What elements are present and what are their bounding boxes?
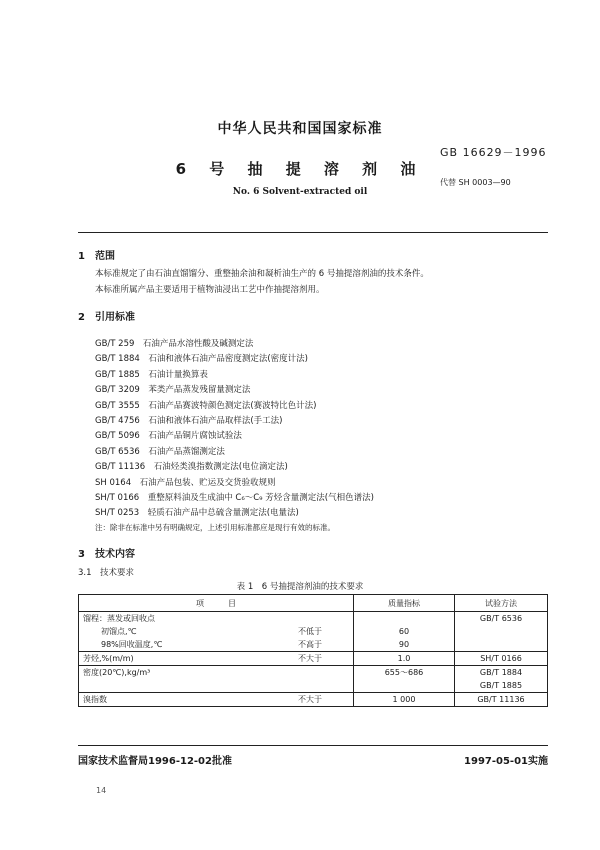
document-title-cn: 6 号 抽 提 溶 剂 油: [175, 160, 425, 178]
approval-line: 国家技术监督局1996-12-02批准: [78, 756, 232, 767]
method-cell: [455, 652, 548, 666]
item-cell: [79, 652, 354, 666]
item-cell: [79, 693, 354, 707]
reference-code: GB/T 5096: [95, 431, 140, 442]
reference-item: [95, 460, 288, 472]
limit-condition: 不大于: [298, 654, 322, 663]
reference-item: [95, 352, 308, 364]
table-caption: 表 1 6 号抽提溶剂油的技术要求: [236, 582, 364, 592]
table-row: [79, 652, 548, 666]
table-header-row: [79, 595, 548, 612]
document-title-en: No. 6 Solvent-extracted oil: [232, 187, 368, 197]
reference-code: GB/T 259: [95, 339, 135, 349]
header-rule: [78, 232, 548, 233]
test-method: GB/T 1884: [479, 668, 523, 677]
item-label: 98%回收温度,℃: [101, 640, 163, 649]
technical-requirements-table: [78, 594, 548, 707]
reference-title: 石油产品铜片腐蚀试验法: [148, 431, 242, 442]
table-row: [79, 666, 548, 693]
subsection-3-1-heading: 3.1 技术要求: [78, 568, 135, 578]
page-number: 14: [96, 786, 107, 795]
quality-value: 1 000: [392, 695, 416, 704]
test-method: SH/T 0166: [480, 654, 522, 663]
reference-item: [95, 429, 242, 441]
reference-item: [95, 337, 253, 349]
column-header-value: 质量指标: [354, 595, 455, 612]
reference-item: [95, 506, 299, 518]
table-row: [79, 612, 548, 652]
item-label: 馏程：蒸发或回收点: [83, 614, 155, 623]
value-cell: [354, 666, 455, 693]
test-method: GB/T 11136: [477, 695, 525, 704]
reference-item: [95, 383, 250, 395]
section-2-heading: 2 引用标准: [78, 312, 135, 323]
reference-title: 苯类产品蒸发残留量测定法: [148, 385, 251, 396]
item-label: 初馏点,℃: [101, 627, 137, 636]
item-label: 芳烃,%(m/m): [83, 654, 134, 663]
column-header-method: 试验方法: [455, 595, 548, 612]
standard-number: GB 16629－1996: [440, 146, 547, 159]
table-row: [79, 693, 548, 707]
reference-title: 石油产品蒸馏测定法: [148, 446, 225, 457]
reference-code: GB/T 3209: [95, 385, 140, 396]
section-1-paragraph: 本标准所属产品主要适用于植物油浸出工艺中作抽提溶剂用。: [95, 285, 325, 295]
reference-code: SH/T 0253: [95, 508, 140, 519]
quality-value: [358, 612, 450, 625]
replaces-standard: 代替 SH 0003—90: [440, 178, 511, 187]
quality-value: 655～686: [384, 668, 424, 677]
reference-title: 石油和液体石油产品取样法(手工法): [148, 416, 283, 426]
value-cell: [354, 612, 455, 652]
reference-title: 石油烃类溴指数测定法(电位滴定法): [153, 462, 288, 473]
reference-title: 石油和液体石油产品密度测定法(密度计法): [148, 354, 308, 365]
reference-item: [95, 399, 316, 411]
quality-value: 1.0: [397, 654, 411, 663]
reference-code: SH/T 0166: [95, 493, 140, 503]
reference-code: GB/T 6536: [95, 446, 140, 457]
reference-title: 轻质石油产品中总硫含量测定法(电量法): [147, 508, 299, 519]
item-cell: [79, 666, 354, 693]
reference-title: 石油产品包装、贮运及交货验收规则: [139, 477, 276, 488]
method-cell: [455, 666, 548, 693]
reference-item: [95, 414, 282, 426]
quality-value: 60: [398, 627, 410, 636]
reference-title: 重整原料油及生成油中 C₆～C₉ 芳烃含量测定法(气相色谱法): [147, 493, 374, 503]
reference-code: GB/T 4756: [95, 416, 140, 426]
method-cell: [455, 693, 548, 707]
quality-value: 90: [398, 640, 410, 649]
section-3-heading: 3 技术内容: [78, 549, 135, 560]
limit-condition: 不高于: [298, 640, 322, 649]
value-cell: [354, 652, 455, 666]
column-header-item: 项 目: [79, 595, 354, 612]
item-cell: [79, 612, 354, 652]
reference-code: GB/T 1885: [95, 369, 140, 380]
reference-item: [95, 368, 208, 380]
reference-item: [95, 491, 374, 503]
implementation-date: 1997-05-01实施: [464, 756, 548, 767]
item-label: 密度(20℃),kg/m³: [83, 668, 151, 677]
reference-note: 注：除非在标准中另有明确规定，上述引用标准都应是现行有效的标准。: [95, 523, 335, 532]
reference-item: [95, 476, 276, 488]
test-method: GB/T 1885: [479, 681, 523, 690]
reference-item: [95, 445, 225, 457]
method-cell: [455, 612, 548, 652]
reference-code: GB/T 3555: [95, 400, 140, 411]
item-label: 溴指数: [83, 695, 107, 704]
section-1-heading: 1 范围: [78, 251, 115, 262]
reference-code: GB/T 11136: [95, 462, 146, 473]
value-cell: [354, 693, 455, 707]
limit-condition: 不大于: [298, 695, 322, 704]
reference-title: 石油计量换算表: [148, 369, 208, 380]
reference-code: GB/T 1884: [95, 354, 140, 365]
section-1-paragraph: 本标准规定了由石油直馏馏分、重整抽余油和凝析油生产的 6 号抽提溶剂油的技术条件。: [95, 269, 429, 279]
reference-title: 石油产品水溶性酸及碱测定法: [142, 339, 254, 349]
footer-rule: [78, 745, 548, 746]
reference-code: SH 0164: [95, 477, 132, 488]
limit-condition: 不低于: [298, 627, 322, 636]
reference-title: 石油产品赛波特颜色测定法(赛波特比色计法): [148, 400, 317, 411]
national-standard-heading: 中华人民共和国国家标准: [217, 121, 383, 137]
test-method: GB/T 6536: [479, 614, 523, 623]
